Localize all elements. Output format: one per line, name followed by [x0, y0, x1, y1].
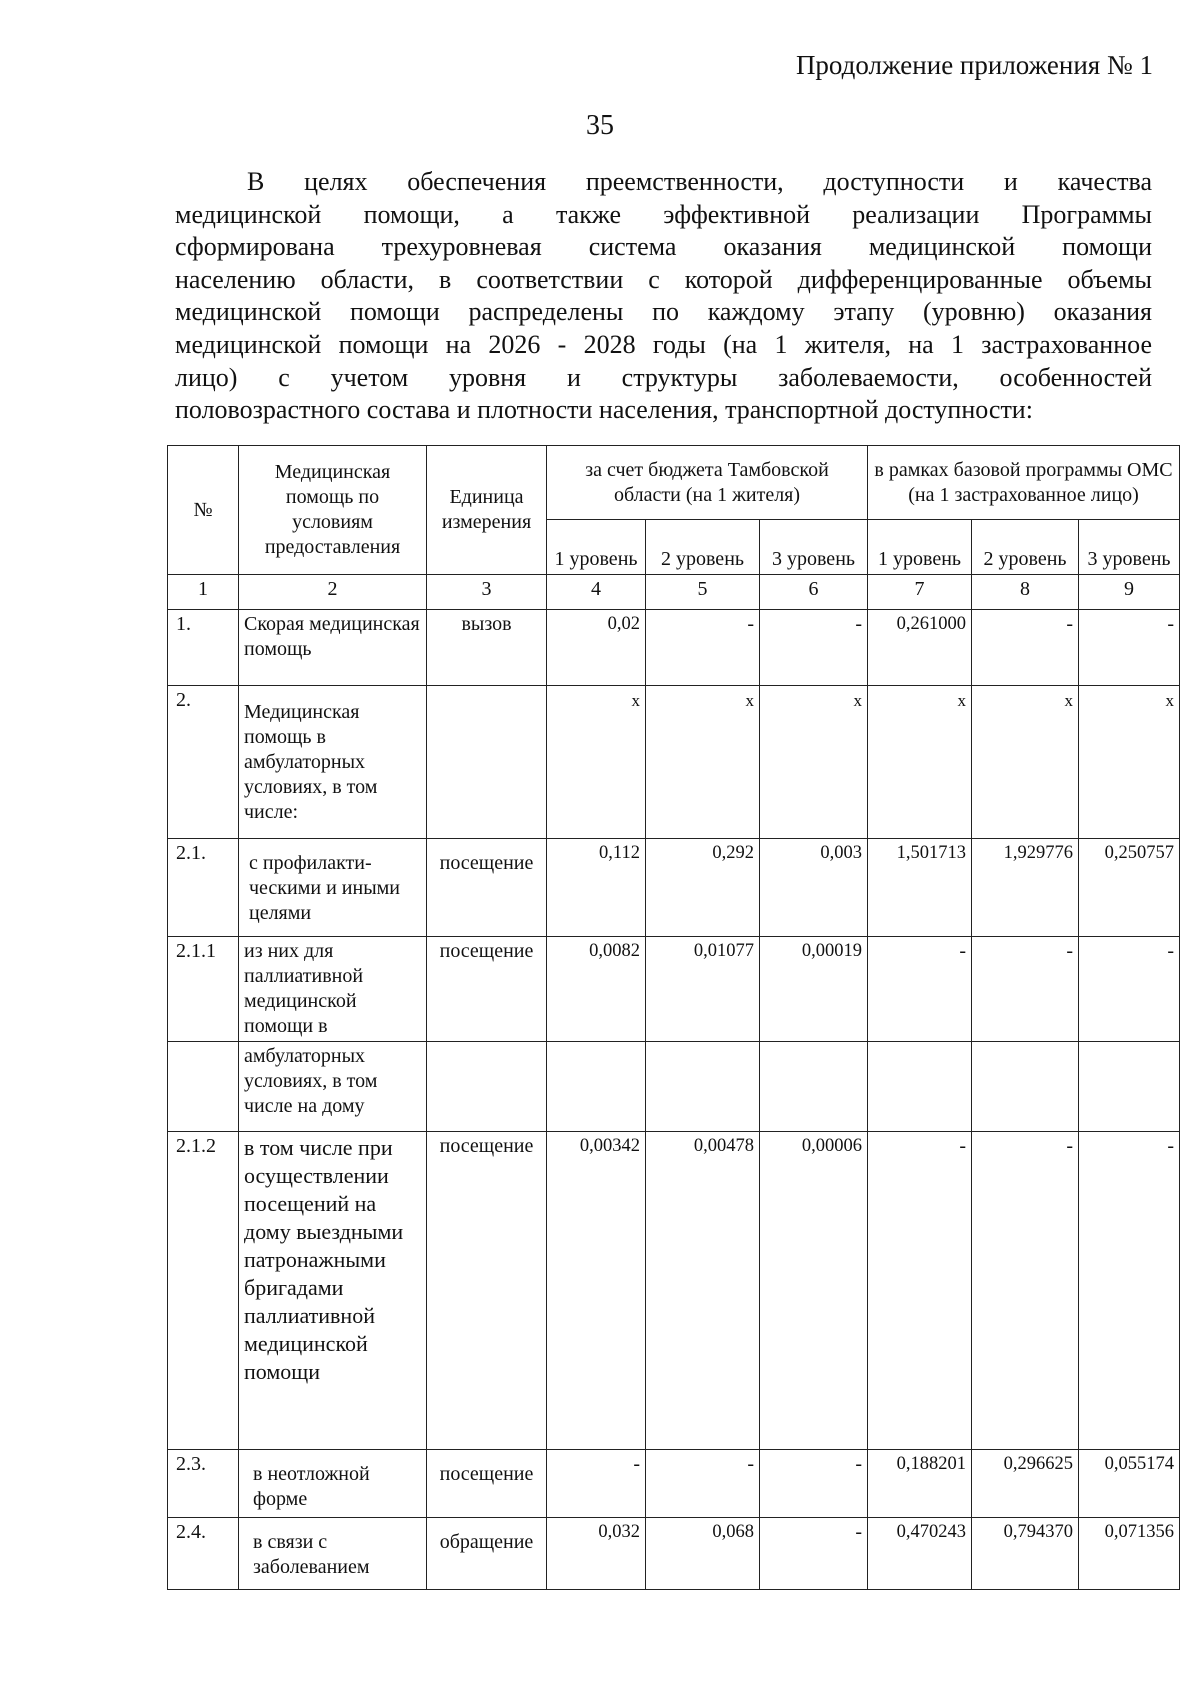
- row-value: 1,929776: [972, 839, 1079, 937]
- row-value: 0,055174: [1079, 1450, 1180, 1518]
- row-value: -: [760, 1518, 868, 1590]
- row-unit: посещение: [427, 839, 547, 937]
- row-value: 0,003: [760, 839, 868, 937]
- row-value: 0,292: [646, 839, 760, 937]
- row-value: [972, 1042, 1079, 1132]
- row-value: 0,068: [646, 1518, 760, 1590]
- header-care-type: Медицинская помощь по условиям предоставления: [239, 446, 427, 575]
- row-value: [868, 1042, 972, 1132]
- header-number: №: [168, 446, 239, 575]
- intro-line: сформирована трехуровневая система оказания медицинской помощи: [175, 232, 1152, 262]
- row-value: 0,0082: [547, 937, 646, 1042]
- row-value: x: [760, 686, 868, 839]
- row-value: 0,250757: [1079, 839, 1180, 937]
- header-level: 2 уровень: [646, 520, 760, 575]
- row-value: 0,794370: [972, 1518, 1079, 1590]
- row-value: -: [547, 1450, 646, 1518]
- column-number: 9: [1079, 575, 1180, 610]
- column-number: 4: [547, 575, 646, 610]
- row-value: -: [1079, 1132, 1180, 1450]
- row-value: -: [868, 937, 972, 1042]
- column-number: 3: [427, 575, 547, 610]
- row-value: [760, 1042, 868, 1132]
- page-number: 35: [586, 110, 614, 141]
- table-row: [168, 1518, 1180, 1590]
- table-row: [168, 1042, 1180, 1132]
- row-unit: [427, 1042, 547, 1132]
- header-level: 3 уровень: [1079, 520, 1180, 575]
- care-volume-table: [167, 445, 1180, 1590]
- header-level: 2 уровень: [972, 520, 1079, 575]
- header-level: 3 уровень: [760, 520, 868, 575]
- column-number: 2: [239, 575, 427, 610]
- row-value: 1,501713: [868, 839, 972, 937]
- header-level: 1 уровень: [547, 520, 646, 575]
- column-number: 1: [168, 575, 239, 610]
- row-care-type: в неотложной форме: [239, 1450, 427, 1518]
- header-oms: в рамках базовой программы ОМС (на 1 застрахованное лицо): [868, 446, 1180, 520]
- header-budget: за счет бюджета Тамбовской области (на 1 жителя): [547, 446, 868, 520]
- row-value: -: [972, 1132, 1079, 1450]
- row-unit: обращение: [427, 1518, 547, 1590]
- row-value: -: [646, 610, 760, 686]
- intro-line: медицинской помощи распределены по каждому этапу (уровню) оказания: [175, 297, 1152, 327]
- row-value: 0,261000: [868, 610, 972, 686]
- row-number: 2.1.2: [168, 1132, 239, 1450]
- column-number: 8: [972, 575, 1079, 610]
- row-value: 0,00019: [760, 937, 868, 1042]
- row-value: [547, 1042, 646, 1132]
- row-number: [168, 1042, 239, 1132]
- column-number-row: [168, 575, 1180, 610]
- intro-line: В целях обеспечения преемственности, доступности и качества: [247, 167, 1152, 196]
- row-value: 0,02: [547, 610, 646, 686]
- row-value: 0,470243: [868, 1518, 972, 1590]
- row-care-type: Медицинская помощь в амбулаторных условиях, в том числе:: [239, 686, 427, 839]
- row-value: x: [547, 686, 646, 839]
- row-value: x: [646, 686, 760, 839]
- row-value: 0,00006: [760, 1132, 868, 1450]
- row-unit: [427, 686, 547, 839]
- row-number: 2.4.: [168, 1518, 239, 1590]
- row-number: 2.3.: [168, 1450, 239, 1518]
- row-care-type: в том числе при осуществлении посещений на дому выездными патронажными бригадами паллиативной медицинской помощи: [239, 1132, 427, 1450]
- intro-line: лицо) с учетом уровня и структуры заболеваемости, особенностей: [175, 362, 1152, 392]
- row-number: 2.1.1: [168, 937, 239, 1042]
- table-row: [168, 937, 1180, 1042]
- row-number: 1.: [168, 610, 239, 686]
- row-value: 0,032: [547, 1518, 646, 1590]
- row-value: -: [1079, 610, 1180, 686]
- row-value: -: [760, 610, 868, 686]
- row-value: 0,00342: [547, 1132, 646, 1450]
- table-row: [168, 686, 1180, 839]
- column-number: 5: [646, 575, 760, 610]
- intro-line: половозрастного состава и плотности населения, транспортной доступности:: [175, 395, 1033, 425]
- row-value: -: [972, 937, 1079, 1042]
- table-row: [168, 1132, 1180, 1450]
- row-value: -: [868, 1132, 972, 1450]
- row-care-type: с профилакти-ческими и иными целями: [239, 839, 427, 937]
- row-value: 0,00478: [646, 1132, 760, 1450]
- table-row: [168, 839, 1180, 937]
- row-value: 0,071356: [1079, 1518, 1180, 1590]
- row-number: 2.1.: [168, 839, 239, 937]
- continuation-label: Продолжение приложения № 1: [795, 50, 1153, 80]
- row-value: -: [972, 610, 1079, 686]
- row-care-type: из них для паллиативной медицинской помощи в: [239, 937, 427, 1042]
- table-row: [168, 1450, 1180, 1518]
- row-value: 0,188201: [868, 1450, 972, 1518]
- intro-paragraph: [175, 166, 1152, 427]
- table-row: [168, 610, 1180, 686]
- row-value: x: [972, 686, 1079, 839]
- intro-line: населению области, в соответствии с которой дифференцированные объемы: [175, 264, 1152, 294]
- row-value: -: [1079, 937, 1180, 1042]
- row-care-type: в связи с заболеванием: [239, 1518, 427, 1590]
- row-unit: посещение: [427, 1132, 547, 1450]
- header-unit: Единица измерения: [427, 446, 547, 575]
- row-value: -: [760, 1450, 868, 1518]
- header-level: 1 уровень: [868, 520, 972, 575]
- column-number: 7: [868, 575, 972, 610]
- row-unit: вызов: [427, 610, 547, 686]
- intro-line: медицинской помощи на 2026 - 2028 годы (на 1 жителя, на 1 застрахованное: [175, 329, 1152, 359]
- row-value: 0,296625: [972, 1450, 1079, 1518]
- row-unit: посещение: [427, 937, 547, 1042]
- row-value: [1079, 1042, 1180, 1132]
- row-value: 0,01077: [646, 937, 760, 1042]
- column-number: 6: [760, 575, 868, 610]
- row-care-type: амбулаторных условиях, в том числе на дому: [239, 1042, 427, 1132]
- intro-line: медицинской помощи, а также эффективной реализации Программы: [175, 199, 1152, 229]
- row-value: x: [868, 686, 972, 839]
- row-value: 0,112: [547, 839, 646, 937]
- row-care-type: Скорая медицинская помощь: [239, 610, 427, 686]
- row-value: [646, 1042, 760, 1132]
- row-number: 2.: [168, 686, 239, 839]
- row-value: -: [646, 1450, 760, 1518]
- row-value: x: [1079, 686, 1180, 839]
- row-unit: посещение: [427, 1450, 547, 1518]
